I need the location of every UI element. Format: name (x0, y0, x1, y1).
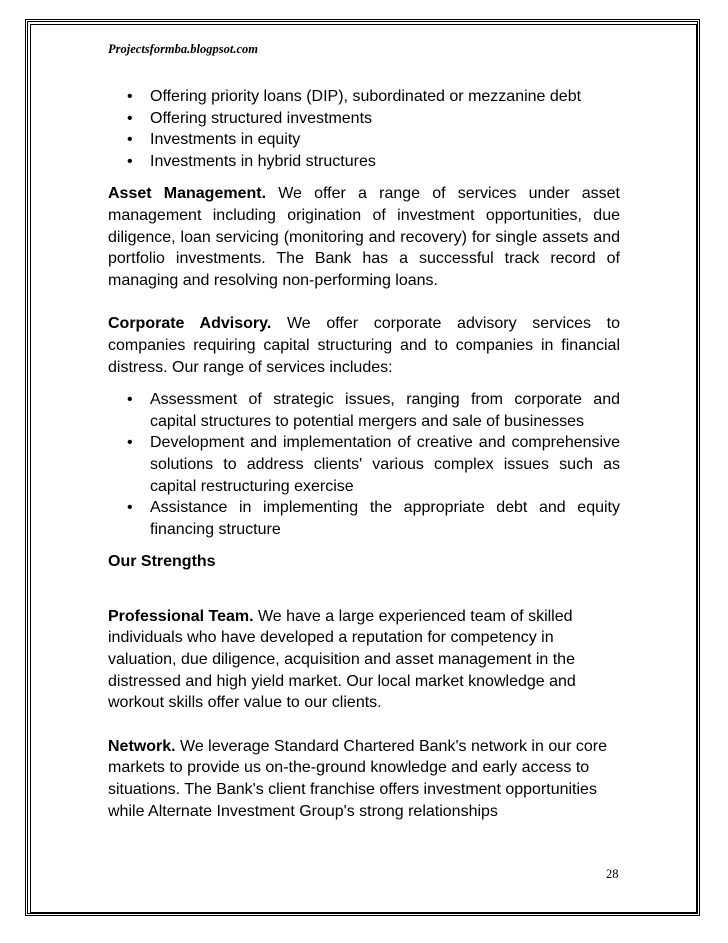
list-item: • Development and implementation of creative and comprehensive solutions to address clients' various complex issues such as capital restructuring exercise (108, 432, 620, 497)
paragraph-professional-team (108, 606, 620, 714)
document-body (108, 86, 620, 822)
list-item: • Investments in equity (108, 129, 620, 151)
list-item: • Assistance in implementing the appropriate debt and equity financing structure (108, 497, 620, 540)
heading-professional-team: Professional Team. (108, 607, 254, 625)
text-network: We leverage Standard Chartered Bank's network in our core markets to provide us on-the-ground knowledge and early access to situations. The Bank's client franchise offers investment opportunities while Alternate Investment Group's strong relationships (108, 737, 608, 820)
list-item: • Investments in hybrid structures (108, 151, 620, 173)
heading-asset-management: Asset Management. (108, 185, 267, 203)
header-site: Projectsformba.blogpsot.com (108, 42, 258, 56)
list-item: • Assessment of strategic issues, ranging from corporate and capital structures to potential mergers and sale of businesses (108, 389, 620, 432)
list-item: • Offering structured investments (108, 108, 620, 130)
heading-our-strengths-text: Our Strengths (108, 553, 216, 571)
text-asset-management: We offer a range of services under asset management including origination of investment opportunities, due diligence, loan servicing (monitoring and recovery) for single assets and portfolio investments. The Bank has a successful track record of managing and resolving non-performing loans. (108, 185, 620, 289)
paragraph-corporate-advisory (108, 313, 620, 378)
list-item: • Offering priority loans (DIP), subordinated or mezzanine debt (108, 86, 620, 108)
paragraph-network (108, 736, 620, 822)
heading-corporate-advisory: Corporate Advisory. (108, 315, 272, 333)
heading-network: Network. (108, 737, 176, 755)
paragraph-asset-management (108, 183, 620, 291)
bullet-list-advisory (108, 389, 620, 540)
text-professional-team: We have a large experienced team of skilled individuals who have developed a reputation for competency in valuation, due diligence, acquisition and asset management in the distressed and high yield market. Our local market knowledge and workout skills offer value to our clients. (108, 607, 576, 712)
page-number: 28 (606, 867, 619, 881)
bullet-list-investments (108, 86, 620, 172)
heading-our-strengths (108, 551, 620, 573)
text-corporate-advisory: We offer corporate advisory services to companies requiring capital structuring and to companies in financial distress. Our range of services includes: (108, 315, 621, 376)
